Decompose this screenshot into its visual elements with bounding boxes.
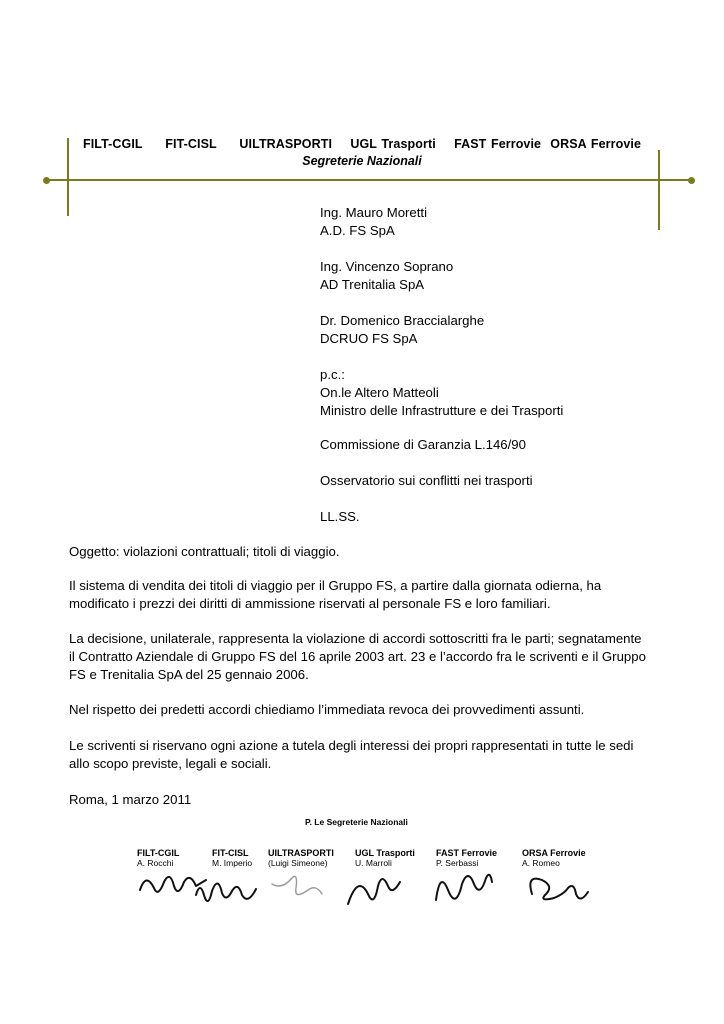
recipient-2-name: Ing. Vincenzo Soprano bbox=[320, 259, 454, 274]
signature-name: A. Rocchi bbox=[137, 858, 174, 868]
subject-line: Oggetto: violazioni contrattuali; titoli di viaggio. bbox=[69, 544, 340, 559]
place-and-date: Roma, 1 marzo 2011 bbox=[69, 792, 192, 807]
signature-name: (Luigi Simeone) bbox=[268, 858, 328, 868]
paragraph-2-line-2: il Contratto Aziendale di Gruppo FS del 16 aprile 2003 art. 23 e l’accordo fra le scriventi e il Gruppo bbox=[69, 649, 646, 664]
cc-role: Ministro delle Infrastrutture e dei Trasporti bbox=[320, 403, 564, 418]
header-horizontal-rule bbox=[46, 179, 692, 181]
signature-org: UGL Trasporti bbox=[355, 848, 415, 858]
signature-org: FILT-CGIL bbox=[137, 848, 180, 858]
signature-org: FIT-CISL bbox=[212, 848, 249, 858]
recipient-2-role: AD Trenitalia SpA bbox=[320, 277, 425, 292]
handwritten-signatures bbox=[0, 860, 724, 920]
signature-org: ORSA Ferrovie bbox=[522, 848, 586, 858]
signature-scribble-rocchi bbox=[140, 877, 206, 892]
paragraph-4-line-2: allo scopo previste, legali e sociali. bbox=[69, 756, 272, 771]
cc-name: On.le Altero Matteoli bbox=[320, 385, 439, 400]
cc-commission: Commissione di Garanzia L.146/90 bbox=[320, 437, 526, 452]
signature-name: A. Romeo bbox=[522, 858, 560, 868]
signature-scribble-simeone bbox=[272, 876, 322, 894]
signature-scribble-romeo bbox=[530, 879, 588, 900]
recipient-3-role: DCRUO FS SpA bbox=[320, 331, 418, 346]
paragraph-4-line-1: Le scriventi si riservano ogni azione a tutela degli interessi dei propri rappresentati in tutte le sedi bbox=[69, 738, 634, 753]
signature-scribble-marroli bbox=[348, 879, 400, 904]
signature-scribble-serbassi bbox=[436, 875, 492, 900]
cc-label: p.c.: bbox=[320, 367, 345, 382]
paragraph-2-line-3: FS e Trenitalia SpA del 25 gennaio 2006. bbox=[69, 667, 309, 682]
signature-org: UILTRASPORTI bbox=[268, 848, 334, 858]
signature-name: U. Marroli bbox=[355, 858, 392, 868]
header-organizations: FILT-CGIL FIT-CISL UILTRASPORTI UGL Trasporti FAST Ferrovie ORSA Ferrovie bbox=[82, 137, 642, 151]
cc-llss: LL.SS. bbox=[320, 509, 360, 524]
paragraph-3-line-1: Nel rispetto dei predetti accordi chiediamo l’immediata revoca dei provvedimenti assunti. bbox=[69, 702, 585, 717]
paragraph-1-line-1: Il sistema di vendita dei titoli di viaggio per il Gruppo FS, a partire dalla giornata odierna, ha bbox=[69, 578, 602, 593]
recipient-1-name: Ing. Mauro Moretti bbox=[320, 205, 428, 220]
signature-name: P. Serbassi bbox=[436, 858, 479, 868]
signature-name: M. Imperio bbox=[212, 858, 253, 868]
recipient-1-role: A.D. FS SpA bbox=[320, 223, 395, 238]
paragraph-1-line-2: modificato i prezzi dei diritti di ammissione riservati al personale FS e loro familiari. bbox=[69, 596, 551, 611]
header-subtitle: Segreterie Nazionali bbox=[302, 154, 422, 168]
signature-scribble-imperio bbox=[196, 883, 256, 901]
signatures-title: P. Le Segreterie Nazionali bbox=[305, 817, 408, 827]
paragraph-2-line-1: La decisione, unilaterale, rappresenta la violazione di accordi sottoscritti fra le parti; segnatamente bbox=[69, 631, 642, 646]
header-left-dot bbox=[43, 177, 50, 184]
signature-org: FAST Ferrovie bbox=[436, 848, 498, 858]
header-right-dot bbox=[688, 177, 695, 184]
cc-observatory: Osservatorio sui conflitti nei trasporti bbox=[320, 473, 533, 488]
recipient-3-name: Dr. Domenico Braccialarghe bbox=[320, 313, 485, 328]
